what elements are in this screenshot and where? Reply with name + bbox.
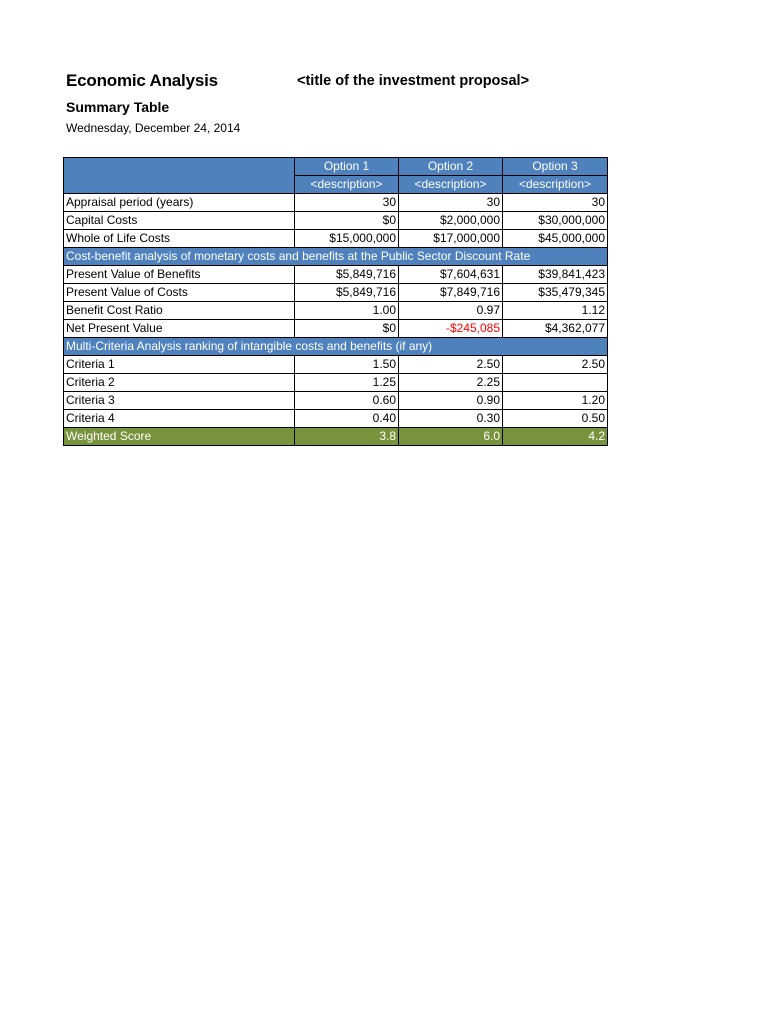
row-label-criteria-3[interactable]: Criteria 3 bbox=[64, 392, 295, 410]
weighted-score-option-3[interactable]: 4.2 bbox=[503, 428, 608, 446]
row-label-pv-benefits[interactable]: Present Value of Benefits bbox=[64, 266, 295, 284]
table-cell[interactable]: 2.25 bbox=[399, 374, 503, 392]
page-title: Economic Analysis bbox=[66, 71, 218, 90]
table-row bbox=[64, 374, 608, 392]
table-cell[interactable]: 30 bbox=[295, 194, 399, 212]
table-cell[interactable]: $7,849,716 bbox=[399, 284, 503, 302]
table-cell[interactable]: $35,479,345 bbox=[503, 284, 608, 302]
table-cell[interactable] bbox=[503, 374, 608, 392]
table-cell[interactable]: 0.30 bbox=[399, 410, 503, 428]
table-row bbox=[64, 284, 608, 302]
table-cell[interactable]: $5,849,716 bbox=[295, 284, 399, 302]
table-cell[interactable]: 1.00 bbox=[295, 302, 399, 320]
section-header-cost-benefit bbox=[64, 248, 608, 266]
table-row bbox=[64, 356, 608, 374]
weighted-score-row bbox=[64, 428, 608, 446]
row-label-criteria-4[interactable]: Criteria 4 bbox=[64, 410, 295, 428]
option-2-description[interactable]: <description> bbox=[399, 176, 503, 194]
report-date: Wednesday, December 24, 2014 bbox=[66, 121, 241, 135]
table-cell[interactable]: 0.60 bbox=[295, 392, 399, 410]
table-cell[interactable]: 0.50 bbox=[503, 410, 608, 428]
row-label-net-present-value[interactable]: Net Present Value bbox=[64, 320, 295, 338]
proposal-title: <title of the investment proposal> bbox=[297, 73, 530, 89]
table-cell[interactable]: 0.97 bbox=[399, 302, 503, 320]
table-cell[interactable]: $39,841,423 bbox=[503, 266, 608, 284]
table-row bbox=[64, 212, 608, 230]
table-cell[interactable]: 0.90 bbox=[399, 392, 503, 410]
weighted-score-option-2[interactable]: 6.0 bbox=[399, 428, 503, 446]
table-row bbox=[64, 410, 608, 428]
table-cell[interactable]: 1.12 bbox=[503, 302, 608, 320]
table-row bbox=[64, 230, 608, 248]
section-header-multi-criteria bbox=[64, 338, 608, 356]
table-cell[interactable]: 1.20 bbox=[503, 392, 608, 410]
header-blank-cell bbox=[64, 158, 295, 194]
row-label-capital-costs[interactable]: Capital Costs bbox=[64, 212, 295, 230]
table-cell[interactable]: 2.50 bbox=[399, 356, 503, 374]
table-cell[interactable]: 2.50 bbox=[503, 356, 608, 374]
row-label-appraisal-period[interactable]: Appraisal period (years) bbox=[64, 194, 295, 212]
table-cell[interactable]: 1.25 bbox=[295, 374, 399, 392]
option-3-description[interactable]: <description> bbox=[503, 176, 608, 194]
table-cell[interactable]: 30 bbox=[503, 194, 608, 212]
table-cell[interactable]: $0 bbox=[295, 320, 399, 338]
table-cell[interactable]: 1.50 bbox=[295, 356, 399, 374]
summary-table bbox=[63, 157, 608, 446]
row-label-weighted-score[interactable]: Weighted Score bbox=[64, 428, 295, 446]
header-row-options bbox=[64, 158, 608, 176]
table-cell[interactable]: 0.40 bbox=[295, 410, 399, 428]
option-2-header[interactable]: Option 2 bbox=[399, 158, 503, 176]
summary-table-subtitle: Summary Table bbox=[66, 99, 170, 115]
table-cell[interactable]: $30,000,000 bbox=[503, 212, 608, 230]
table-row bbox=[64, 320, 608, 338]
table-cell[interactable]: $17,000,000 bbox=[399, 230, 503, 248]
table-row bbox=[64, 392, 608, 410]
table-cell[interactable]: $7,604,631 bbox=[399, 266, 503, 284]
table-cell[interactable]: 30 bbox=[399, 194, 503, 212]
table-cell[interactable]: $4,362,077 bbox=[503, 320, 608, 338]
option-1-description[interactable]: <description> bbox=[295, 176, 399, 194]
option-1-header[interactable]: Option 1 bbox=[295, 158, 399, 176]
row-label-criteria-2[interactable]: Criteria 2 bbox=[64, 374, 295, 392]
table-cell[interactable]: $15,000,000 bbox=[295, 230, 399, 248]
row-label-criteria-1[interactable]: Criteria 1 bbox=[64, 356, 295, 374]
table-cell-negative[interactable]: -$245,085 bbox=[399, 320, 503, 338]
table-cell[interactable]: $5,849,716 bbox=[295, 266, 399, 284]
table-cell[interactable]: $2,000,000 bbox=[399, 212, 503, 230]
table-row bbox=[64, 266, 608, 284]
table-cell[interactable]: $0 bbox=[295, 212, 399, 230]
section-title-cost-benefit[interactable]: Cost-benefit analysis of monetary costs and benefits at the Public Sector Discount Rate bbox=[64, 248, 608, 266]
table-row bbox=[64, 302, 608, 320]
section-title-multi-criteria[interactable]: Multi-Criteria Analysis ranking of intangible costs and benefits (if any) bbox=[64, 338, 608, 356]
row-label-whole-of-life-costs[interactable]: Whole of Life Costs bbox=[64, 230, 295, 248]
weighted-score-option-1[interactable]: 3.8 bbox=[295, 428, 399, 446]
option-3-header[interactable]: Option 3 bbox=[503, 158, 608, 176]
table-cell[interactable]: $45,000,000 bbox=[503, 230, 608, 248]
row-label-pv-costs[interactable]: Present Value of Costs bbox=[64, 284, 295, 302]
table-row bbox=[64, 194, 608, 212]
row-label-benefit-cost-ratio[interactable]: Benefit Cost Ratio bbox=[64, 302, 295, 320]
